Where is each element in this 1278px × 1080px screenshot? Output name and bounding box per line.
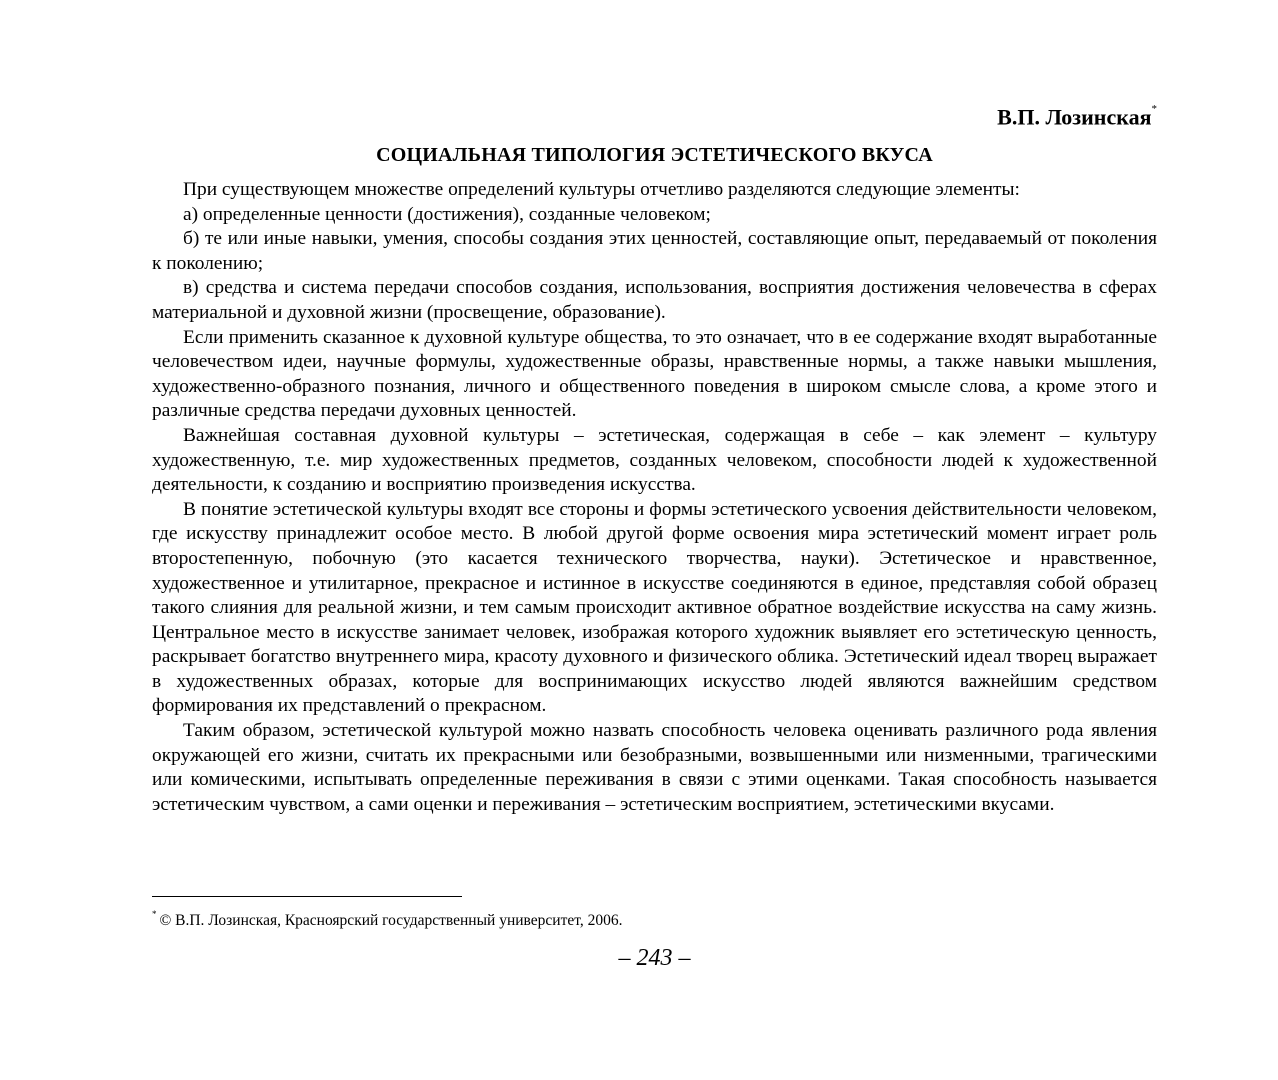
footnote-separator [152,896,462,897]
paragraph-aesthetic-culture: В понятие эстетической культуры входят все стороны и формы эстетического усвоения действительности человеком, где искусству принадлежит особое место. В любой другой форме освоения мира эстетический момент играет роль второстепенную, побочную (это касается технического творчества, науки). Эстетическое и нравственное, художественное и утилитарное, прекрасное и истинное в искусстве соединяются в единое, представляя собой образец такого слияния для реальной жизни, и тем самым происходит активное обратное воздействие искусства на саму жизнь. Центральное место в искусстве занимает человек, изображая которого художник выявляет его эстетическую ценность, раскрывает богатство внутреннего мира, красоту духовного и физического облика. Эстетический идеал творец выражает в художественных образах, которые для воспринимающих искусство людей являются важнейшим средством формирования их представлений о прекрасном. [152,498,1157,717]
article-title: СОЦИАЛЬНАЯ ТИПОЛОГИЯ ЭСТЕТИЧЕСКОГО ВКУСА [376,144,933,166]
paragraph-item-a: а) определенные ценности (достижения), созданные человеком; [183,203,711,225]
page-number: – 243 – [618,945,691,971]
paragraph-aesthetic-component: Важнейшая составная духовной культуры – эстетическая, содержащая в себе – как элемент – культуру художественную, т.е. мир художественных предметов, созданных человеком, способности людей к художественной деятельности, к созданию и восприятию произведения искусства. [152,424,1157,496]
footnote [152,906,622,931]
paragraph-conclusion: Таким образом, эстетической культурой можно назвать способность человека оценивать различного рода явления окружающей его жизни, считать их прекрасными или безобразными, возвышенными или низменными, трагическими или комическими, испытывать определенные переживания в связи с этими оценками. Такая способность называется эстетическим чувством, а сами оценки и переживания – эстетическим восприятием, эстетическими вкусами. [152,720,1157,815]
paragraph-item-b: б) те или иные навыки, умения, способы создания этих ценностей, составляющие опыт, передаваемый от поколения к поколению; [152,228,1157,274]
paragraph-intro: При существующем множестве определений культуры отчетливо разделяются следующие элементы: [183,179,1020,200]
author-name-text: В.П. Лозинская [997,104,1152,130]
footnote-text: © В.П. Лозинская, Красноярский государственный университет, 2006. [159,912,623,930]
paragraph-item-v: в) средства и система передачи способов создания, использования, восприятия достижения человечества в сферах материальной и духовной жизни (просвещение, образование). [152,277,1157,323]
footnote-mark: * [152,909,157,919]
author-name [997,98,1157,132]
author-footnote-mark: * [1151,103,1157,115]
document-page [152,0,1157,1080]
article-body [152,178,1157,817]
paragraph-spiritual-culture: Если применить сказанное к духовной культуре общества, то это означает, что в ее содержание входят выработанные человечеством идеи, научные формулы, художественные образы, нравственные нормы, а также навыки мышления, художественно-образного познания, личного и общественного поведения в широком смысле слова, а кроме этого и различные средства передачи духовных ценностей. [152,326,1157,422]
